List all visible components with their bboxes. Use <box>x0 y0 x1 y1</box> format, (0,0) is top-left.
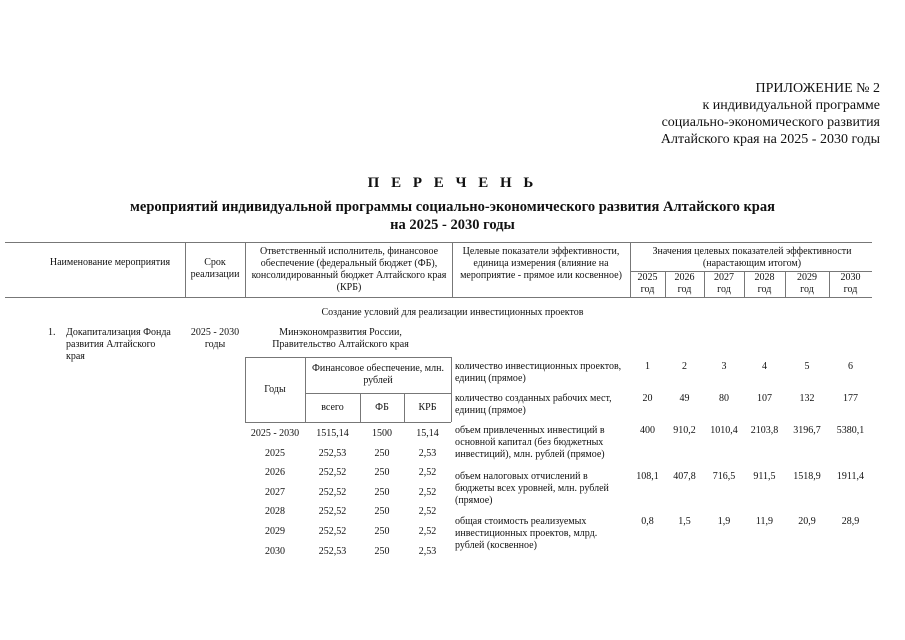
year-unit-label: год <box>800 284 814 295</box>
document-subtitle <box>0 198 905 234</box>
year-label: 2025 <box>637 272 658 283</box>
indicator-value: 107 <box>757 393 772 404</box>
finance-krb: 2,52 <box>418 487 437 498</box>
finance-krb: 2,52 <box>418 467 437 478</box>
subtitle-line-2: на 2025 - 2030 годы <box>390 217 515 233</box>
year-header-2029 <box>785 272 829 296</box>
finance-header: Финансовое обеспечение, млн. рублей <box>312 363 444 386</box>
finance-fb: 250 <box>374 467 390 478</box>
section-title: Создание условий для реализации инвестиционных проектов <box>321 307 584 318</box>
finance-fb: 250 <box>374 487 390 498</box>
finance-total: 252,52 <box>318 506 347 517</box>
finance-year: 2028 <box>265 506 285 517</box>
year-header-2025 <box>630 272 665 296</box>
appendix-line-2: к индивидуальной программе <box>702 98 880 113</box>
finance-total: 252,52 <box>318 467 347 478</box>
appendix-line-3: социально-экономического развития <box>661 115 880 130</box>
indicator-value: 49 <box>679 393 690 404</box>
item-term: 2025 - 2030 годы <box>190 327 240 350</box>
finance-total: 252,53 <box>318 546 347 557</box>
indicator-value: 1010,4 <box>710 425 738 436</box>
item-responsible: Минэкономразвития России, Правительство Алтайского края <box>272 327 409 350</box>
document-title: П Е Р Е Ч Е Н Ь <box>367 175 538 191</box>
indicator-value: 5 <box>804 361 810 372</box>
finance-total: 252,52 <box>318 526 347 537</box>
finance-year: 2027 <box>265 487 285 498</box>
indicator-text: общая стоимость реализуемых инвестиционных проектов, млрд. рублей (косвенное) <box>455 516 598 551</box>
finance-year: 2029 <box>265 526 285 537</box>
finance-fb: 250 <box>374 526 390 537</box>
finance-krb: 2,53 <box>418 448 437 459</box>
finance-total-header: всего <box>321 402 344 413</box>
indicator-value: 20,9 <box>798 516 816 527</box>
appendix-caption <box>560 80 880 148</box>
finance-krb: 2,52 <box>418 526 437 537</box>
year-unit-label: год <box>640 284 655 295</box>
year-unit-label: год <box>757 284 772 295</box>
year-unit-label: год <box>843 284 858 295</box>
indicator-value: 3196,7 <box>793 425 821 436</box>
indicator-text: объем привлеченных инвестиций в основной капитал (без бюджетных инвестиций), млн. рублей (прямое) <box>455 425 605 460</box>
finance-year: 2025 <box>265 448 285 459</box>
year-label: 2028 <box>754 272 775 283</box>
header-term: Срок реализации <box>190 257 240 280</box>
year-label: 2030 <box>840 272 861 283</box>
year-header-2027 <box>704 272 744 296</box>
indicator-value: 177 <box>843 393 858 404</box>
year-header-2026 <box>665 272 704 296</box>
header-name: Наименование мероприятия <box>49 257 171 268</box>
year-label: 2029 <box>797 272 817 283</box>
finance-year: 2030 <box>265 546 285 557</box>
finance-year: 2026 <box>265 467 285 478</box>
year-unit-label: год <box>677 284 692 295</box>
finance-total: 1515,14 <box>316 428 349 439</box>
item-number: 1. <box>48 327 56 338</box>
finance-total: 252,52 <box>318 487 347 498</box>
indicator-value: 911,5 <box>753 471 776 482</box>
indicator-value: 1 <box>645 361 650 372</box>
item-name: Докапитализация Фонда развития Алтайского края <box>66 327 171 362</box>
indicator-value: 910,2 <box>673 425 696 436</box>
year-unit-label: год <box>717 284 731 295</box>
header-responsible: Ответственный исполнитель, финансовое обеспечение (федеральный бюджет (ФБ), консолидированный бюджет Алтайского края (КРБ) <box>251 246 447 293</box>
indicator-value: 1911,4 <box>836 471 865 482</box>
indicator-value: 1,5 <box>678 516 691 527</box>
indicator-value: 108,1 <box>636 471 659 482</box>
finance-krb: 2,53 <box>418 546 437 557</box>
indicator-value: 28,9 <box>841 516 860 527</box>
indicator-text: количество созданных рабочих мест, единиц (прямое) <box>455 393 612 416</box>
finance-fb: 250 <box>374 448 390 459</box>
header-values: Значения целевых показателей эффективности (нарастающим итогом) <box>652 246 852 269</box>
indicator-value: 6 <box>848 361 853 372</box>
subtitle-line-1: мероприятий индивидуальной программы социально-экономического развития Алтайского края <box>130 199 775 215</box>
year-label: 2027 <box>714 272 734 283</box>
finance-krb-header: КРБ <box>418 402 437 413</box>
indicator-value: 1518,9 <box>793 471 821 482</box>
indicator-value: 400 <box>640 425 655 436</box>
indicator-value: 80 <box>719 393 729 404</box>
finance-year: 2025 - 2030 <box>250 428 300 439</box>
indicator-text: количество инвестиционных проектов, единиц (прямое) <box>455 361 622 384</box>
indicator-value: 132 <box>799 393 815 404</box>
indicator-value: 407,8 <box>673 471 696 482</box>
indicator-value: 0,8 <box>641 516 654 527</box>
finance-fb: 250 <box>374 546 390 557</box>
indicator-value: 1,9 <box>717 516 731 527</box>
indicator-value: 2 <box>682 361 687 372</box>
year-header-2030 <box>829 272 872 296</box>
indicator-value: 716,5 <box>712 471 736 482</box>
indicator-text: объем налоговых отчислений в бюджеты всех уровней, млн. рублей (прямое) <box>455 471 609 506</box>
finance-years-header: Годы <box>264 384 286 395</box>
indicator-value: 5380,1 <box>836 425 865 436</box>
year-header-2028 <box>744 272 785 296</box>
finance-krb: 2,52 <box>418 506 437 517</box>
indicator-value: 3 <box>721 361 727 372</box>
indicator-value: 4 <box>762 361 767 372</box>
finance-krb: 15,14 <box>416 428 439 439</box>
appendix-line-4: Алтайского края на 2025 - 2030 годы <box>660 132 880 147</box>
year-label: 2026 <box>674 272 695 283</box>
indicator-value: 11,9 <box>755 516 774 527</box>
finance-fb: 1500 <box>372 428 392 439</box>
indicator-value: 2103,8 <box>750 425 779 436</box>
finance-fb-header: ФБ <box>375 402 389 413</box>
finance-fb: 250 <box>374 506 390 517</box>
finance-total: 252,53 <box>318 448 347 459</box>
header-indicators: Целевые показатели эффективности, единица измерения (влияние на мероприятие - прямое или косвенное) <box>460 246 622 281</box>
indicator-value: 20 <box>642 393 653 404</box>
appendix-line-1: ПРИЛОЖЕНИЕ № 2 <box>755 81 880 96</box>
